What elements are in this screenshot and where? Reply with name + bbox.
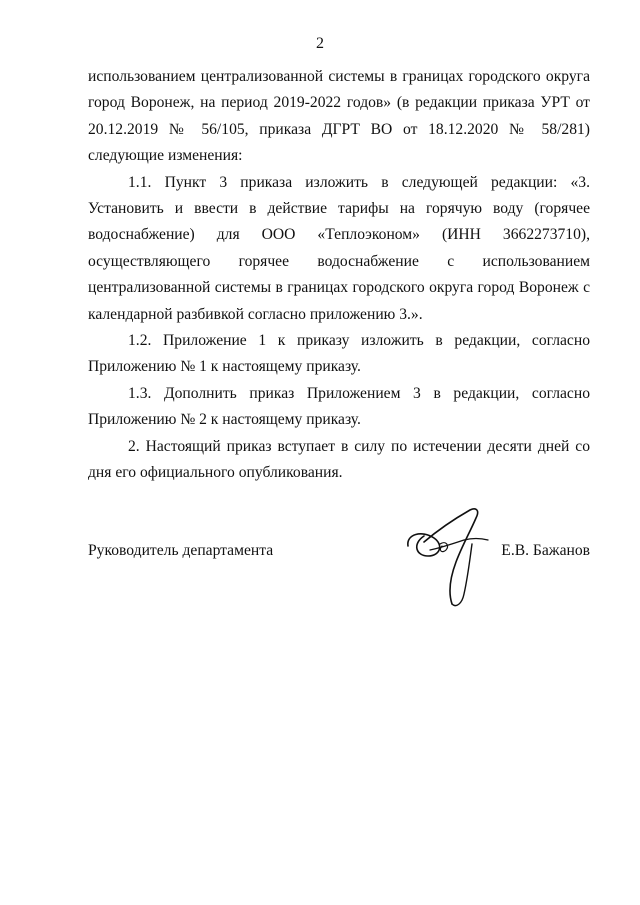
signature-block [88,538,590,564]
signatory-name: Е.В. Бажанов [501,542,590,559]
paragraph-item-1-3: 1.3. Дополнить приказ Приложением 3 в редакции, согласно Приложению № 2 к настоящему приказу. [88,384,590,429]
document-body [88,64,590,487]
paragraph-item-2: 2. Настоящий приказ вступает в силу по истечении десяти дней со дня его официального опубликования. [88,437,590,482]
page-number: 2 [316,35,324,52]
paragraph-item-1-1: 1.1. Пункт 3 приказа изложить в следующей редакции: «3. Установить и ввести в действие тарифы на горячую воду (горячее водоснабжение) для ООО «Теплоэконом» (ИНН 3662273710), осуществляющего горячее водоснабжение с использованием централизованной системы в границах городского округа город Воронеж с календарной разбивкой согласно приложению 3.». [88,173,590,323]
handwritten-signature [400,500,496,610]
paragraph-continuation: использованием централизованной системы в границах городского округа город Воронеж, на период 2019-2022 годов» (в редакции приказа УРТ от 20.12.2019 № 56/105, приказа ДГРТ ВО от 18.12.2020 № 58/281) следующие изменения: [88,68,590,165]
paragraph-item-1-2: 1.2. Приложение 1 к приказу изложить в редакции, согласно Приложению № 1 к настоящему приказу. [88,332,590,376]
signatory-title: Руководитель департамента [88,542,274,559]
